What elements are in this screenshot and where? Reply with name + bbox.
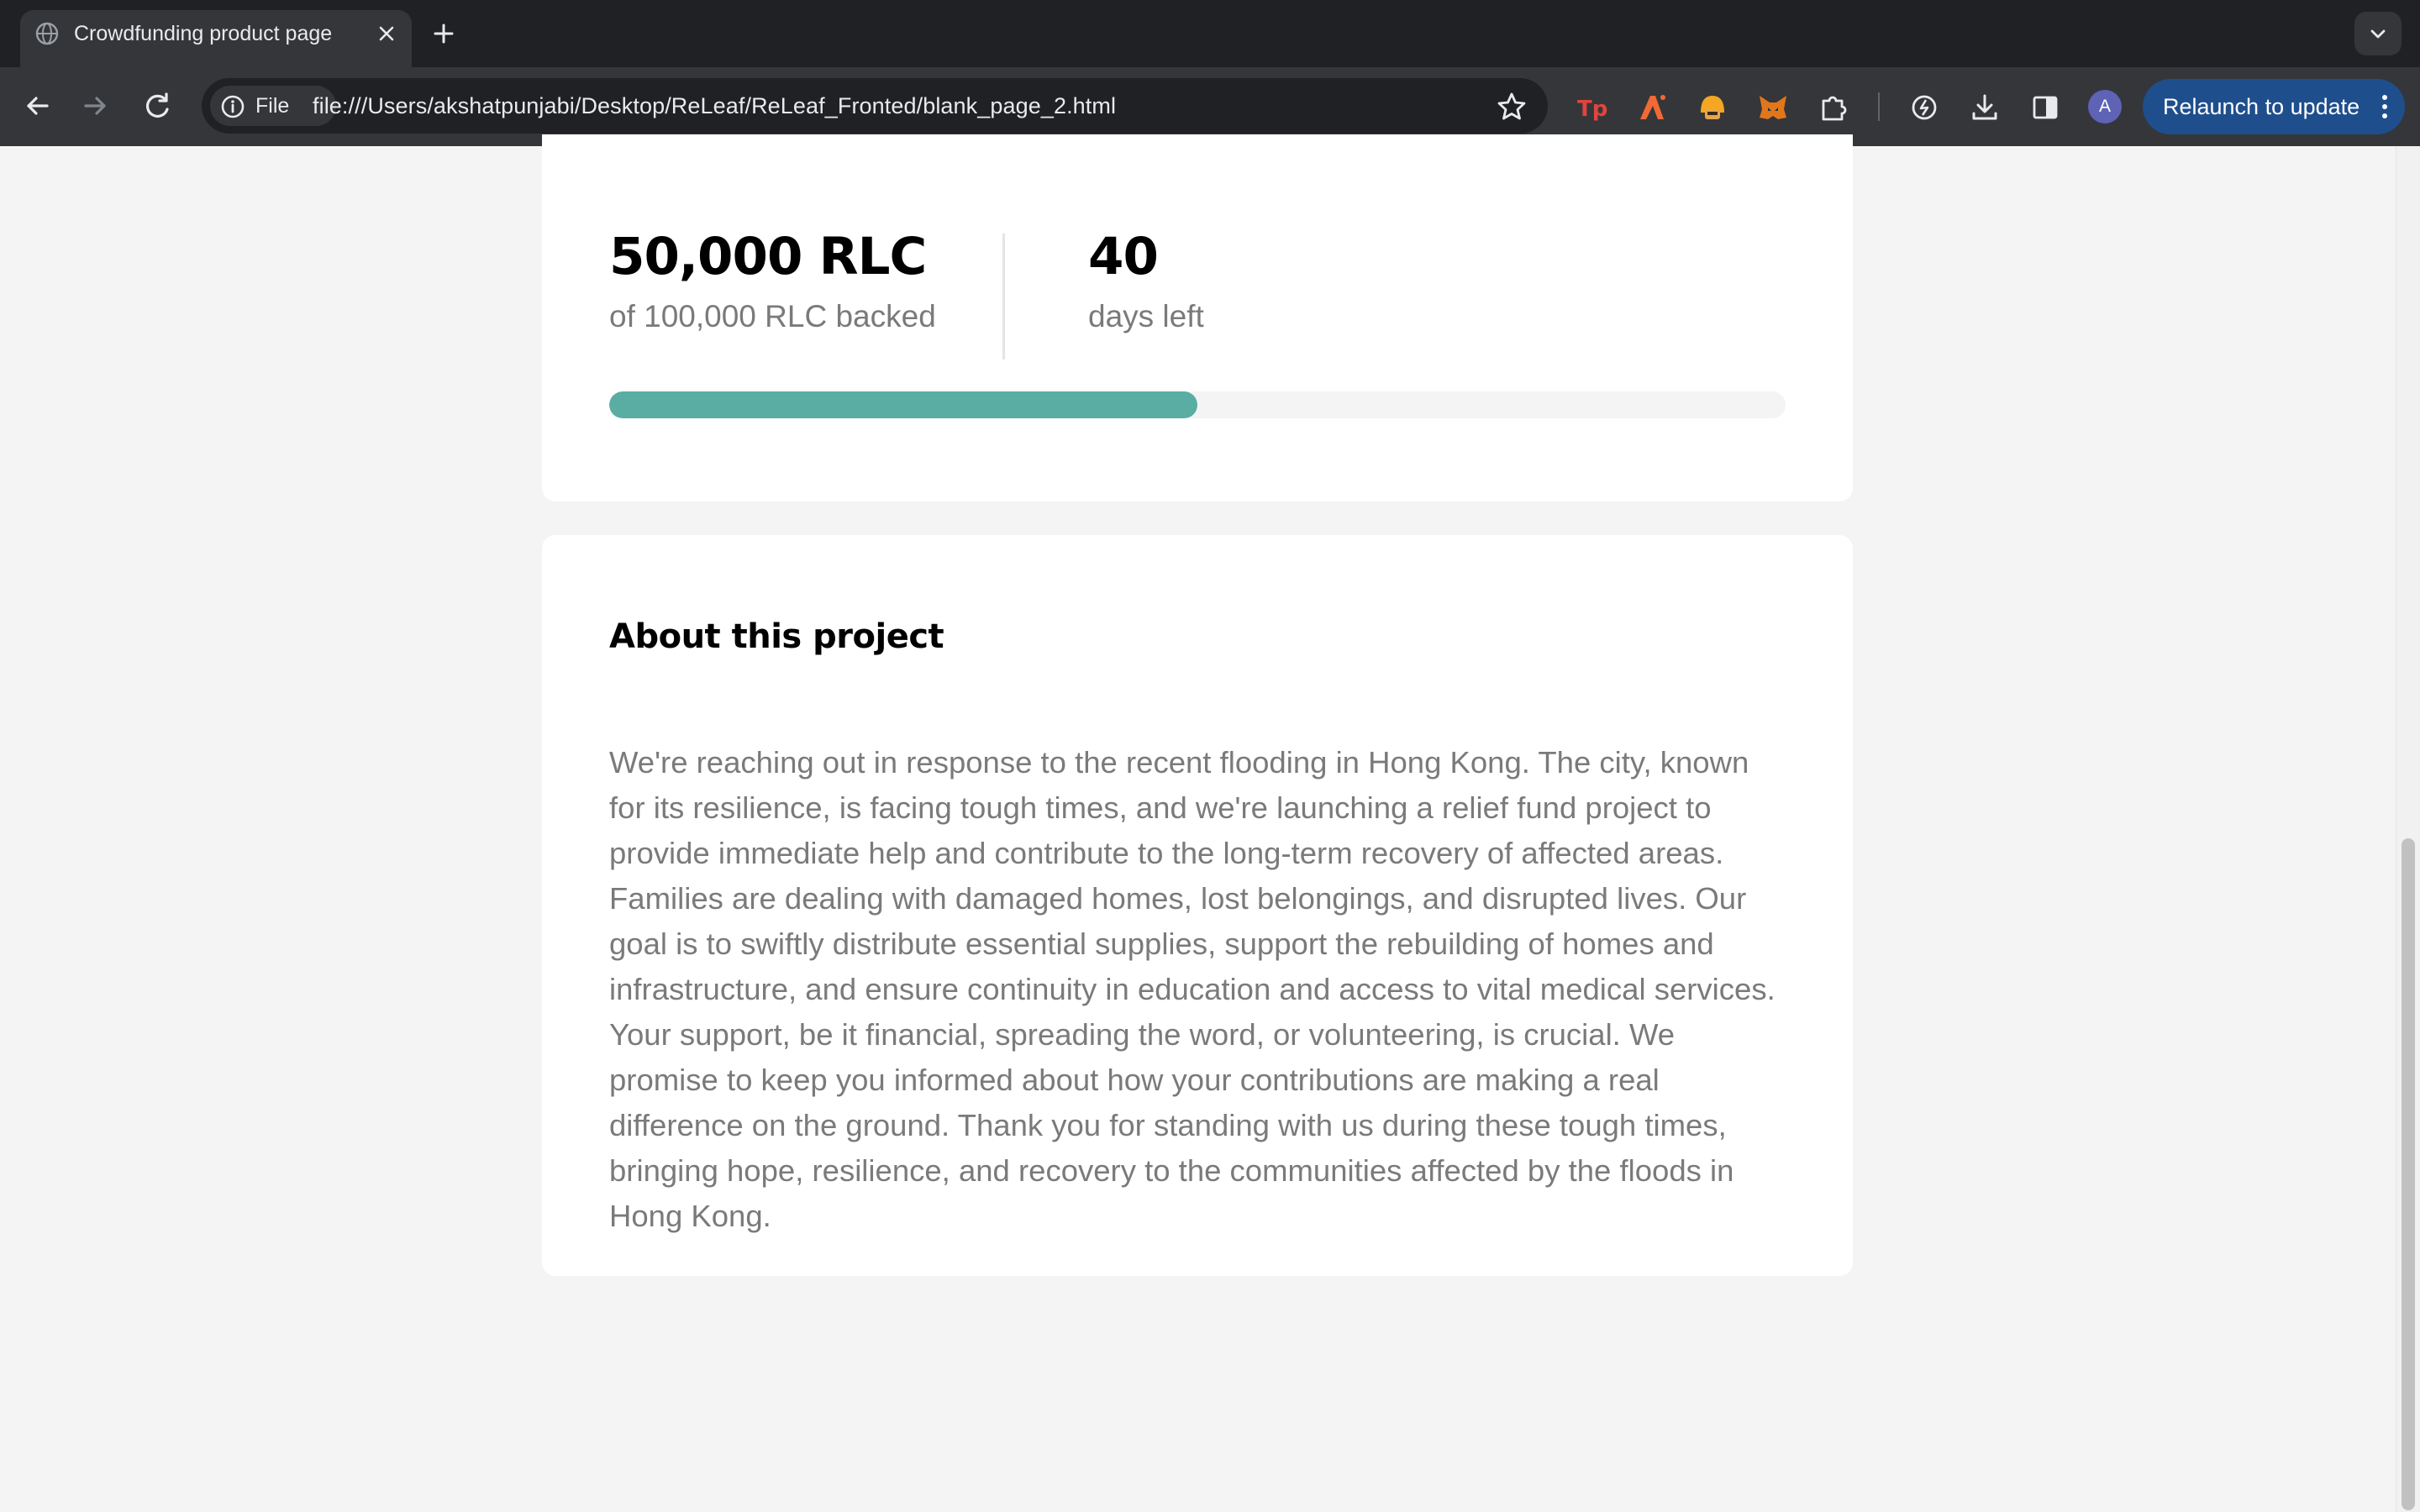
toolbar-divider xyxy=(1878,92,1880,121)
about-project-card xyxy=(542,535,1853,1276)
tab-title: Crowdfunding product page xyxy=(74,22,333,45)
chevron-down-icon xyxy=(2368,24,2388,44)
download-icon[interactable] xyxy=(1968,91,2002,124)
info-icon xyxy=(220,94,245,119)
days-left-label: days left xyxy=(1088,299,1204,333)
backed-amount: 50,000 RLC xyxy=(609,227,927,286)
extension-icon[interactable] xyxy=(1817,91,1850,124)
browser-tab-bar xyxy=(0,0,2420,67)
stat-divider xyxy=(1002,234,1005,360)
backed-stat xyxy=(609,227,936,333)
url-text[interactable]: file:///Users/akshatpunjabi/Desktop/ReLeaf/ReLeaf_Fronted/blank_page_2.html xyxy=(313,93,1117,118)
performance-icon[interactable] xyxy=(1907,91,1941,124)
close-icon[interactable] xyxy=(373,20,400,47)
forward-arrow-icon[interactable] xyxy=(77,87,114,124)
scrollbar-thumb[interactable] xyxy=(2402,838,2415,1510)
backed-label: of 100,000 RLC backed xyxy=(609,299,936,333)
globe-icon xyxy=(34,20,60,47)
kebab-menu-icon[interactable] xyxy=(2380,93,2390,120)
funding-progress-fill xyxy=(609,391,1197,418)
chip-label: File xyxy=(255,94,290,118)
funding-stats-card xyxy=(542,134,1853,501)
relaunch-label: Relaunch to update xyxy=(2163,94,2360,119)
svg-text:Tp: Tp xyxy=(1577,97,1608,122)
brand-extension-icon[interactable] xyxy=(1635,91,1669,124)
tab-search-button[interactable] xyxy=(2354,12,2402,55)
about-description: We're reaching out in response to the recent flooding in Hong Kong. The city, known for its resilience, is facing tough times, and we're launching a relief fund project to provide immediate help and contribute to the long-term recovery of affected areas. Families are dealing with damaged homes, lost belongings, and disrupted lives. Our goal is to swiftly distribute essential supplies, support the rebuilding of homes and infrastructure, and ensure continuity in education and access to vital medical services. Your support, be it financial, spreading the word, or volunteering, is crucial. We promise to keep you informed about how your contributions are making a real difference on the ground. Thank you for standing with us during these tough times, bringing hope, resilience, and recovery to the communities affected by the floods in Hong Kong. xyxy=(609,745,1776,1233)
browser-tab[interactable] xyxy=(20,10,412,67)
days-left-stat xyxy=(1088,227,1204,333)
relaunch-button[interactable] xyxy=(2143,79,2405,134)
plus-icon[interactable] xyxy=(429,18,459,49)
side-panel-icon[interactable] xyxy=(2028,91,2062,124)
address-bar[interactable] xyxy=(202,78,1548,134)
about-title: About this project xyxy=(609,617,944,656)
helmet-extension-icon[interactable] xyxy=(1696,91,1729,124)
reload-icon[interactable] xyxy=(139,87,176,124)
star-icon[interactable] xyxy=(1496,91,1528,123)
funding-progress-bar xyxy=(609,391,1786,418)
days-left-value: 40 xyxy=(1088,227,1158,286)
back-arrow-icon[interactable] xyxy=(18,87,55,124)
profile-avatar[interactable]: A xyxy=(2088,90,2122,123)
tp-extension-icon[interactable] xyxy=(1575,91,1608,124)
fox-extension-icon[interactable] xyxy=(1756,91,1790,124)
